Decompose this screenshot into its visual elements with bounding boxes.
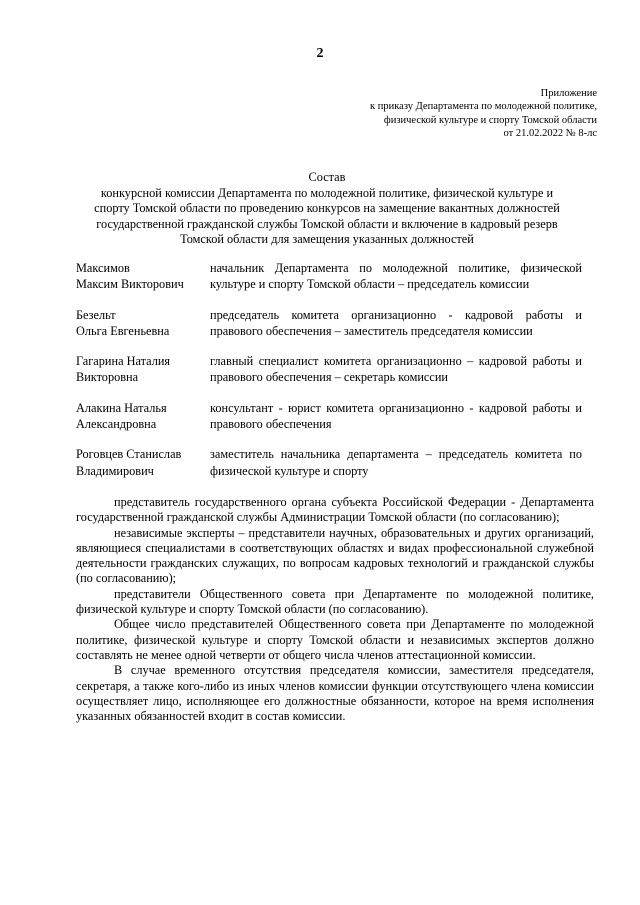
title-line: конкурсной комиссии Департамента по молодежной политике, физической культуре и [100, 185, 554, 200]
member-name: Роговцев Станислав Владимирович [76, 447, 182, 478]
appendix-line: от 21.02.2022 № 8-лс [503, 128, 597, 140]
member-name: Безельт Ольга Евгеньевна [76, 307, 170, 338]
body-paragraph: представители Общественного совета при Департаменте по молодежной политике, физической культуре и спорту Томской области (по согласованию). [76, 586, 594, 617]
appendix-line: Приложение [540, 88, 597, 99]
title-line: государственной гражданской службы Томской области и включение в кадровый резерв [96, 216, 558, 231]
title-line: Томской области для замещения указанных должностей [180, 232, 474, 247]
appendix-line: физической культуре и спорту Томской области [383, 114, 597, 126]
member-row [76, 307, 582, 340]
member-role: председатель комитета организационно - кадровой работы и правового обеспечения – заместитель председателя комиссии [210, 307, 582, 338]
member-role: начальник Департамента по молодежной политике, физической культуре и спорту Томской области – председатель комиссии [210, 261, 582, 292]
body-text [76, 495, 594, 724]
body-paragraph: представитель государственного органа субъекта Российской Федерации - Департамента государственной гражданской службы Администрации Томской области (по согласованию); [76, 495, 594, 525]
member-name: Гагарина Наталия Викторовна [76, 354, 171, 385]
member-role: заместитель начальника департамента – председатель комитета по физической культуре и спорту [210, 447, 582, 478]
page-number: 2 [316, 46, 324, 61]
document-title [72, 170, 582, 248]
body-paragraph: В случае временного отсутствия председателя комиссии, заместителя председателя, секретаря, а также кого-либо из иных членов комиссии функции отсутствующего члена комиссии осуществляет лицо, исполняющее его должностные обязанности, которое на время исполнения указанных обязанностей входит в состав комиссии. [76, 663, 594, 724]
title-line: спорту Томской области по проведению конкурсов на замещение вакантных должностей [94, 201, 560, 216]
body-paragraph: независимые эксперты – представители научных, образовательных и других организаций, являющиеся специалистами в соответствующих областях и видах профессиональной служебной деятельности гражданских служащих, по вопросам кадровых технологий и гражданской службы (по согласованию); [76, 525, 594, 586]
commission-members-list [76, 260, 582, 493]
member-row [76, 446, 582, 479]
member-name: Максимов Максим Викторович [76, 261, 184, 292]
title-line: Состав [308, 170, 346, 184]
member-role: главный специалист комитета организационно – кадровой работы и правового обеспечения – секретарь комиссии [210, 354, 582, 385]
appendix-line: к приказу Департамента по молодежной политике, [370, 101, 597, 113]
member-role: консультант - юрист комитета организационно - кадровой работы и правового обеспечения [210, 400, 582, 432]
body-paragraph: Общее число представителей Общественного совета при Департаменте по молодежной политике, физической культуре и спорту Томской области и независимых экспертов должно составлять не менее одной четверти от общего числа членов аттестационной комиссии. [76, 617, 594, 662]
appendix-header [370, 87, 597, 141]
member-name: Алакина Наталья Александровна [76, 400, 167, 432]
member-row [76, 260, 582, 293]
member-row [76, 353, 582, 386]
member-row [76, 400, 582, 433]
